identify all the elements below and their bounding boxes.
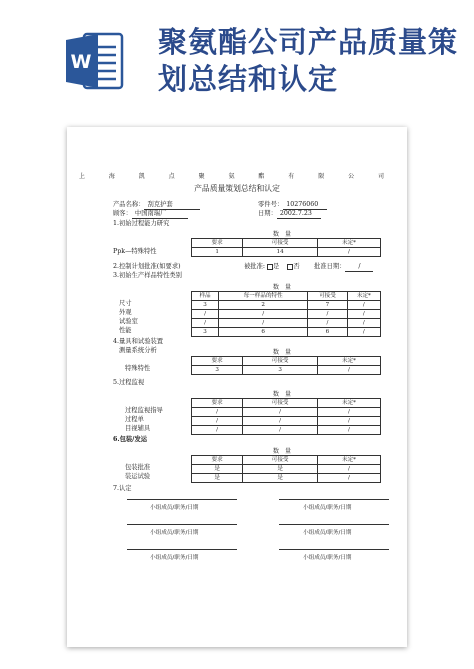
msa-table <box>191 356 381 375</box>
table-cell: 是 <box>192 474 243 483</box>
yes-label: 是 <box>273 263 280 270</box>
table-cell: 是 <box>243 474 318 483</box>
approved-label: 被批准: <box>244 263 266 270</box>
document-page <box>67 127 407 647</box>
table-cell: / <box>219 319 308 328</box>
row-label: 外观 <box>119 309 132 316</box>
table-cell: 1 <box>192 248 243 257</box>
company-name: 上 海 凯 点 聚 氨 酯 有 限 公 司 <box>78 173 396 180</box>
row-label: 装运试验 <box>125 473 151 480</box>
section-6-heading: 6.包装/发运 <box>113 436 148 443</box>
table-cell: 3 <box>192 301 219 310</box>
special-label: 特殊特性 <box>125 365 151 372</box>
table-cell: / <box>317 366 380 375</box>
table-cell: / <box>347 310 380 319</box>
part-no-label: 零件号： <box>258 201 284 208</box>
date-value: 2002.7.23 <box>277 210 321 219</box>
approved-date-field <box>314 263 373 272</box>
customer-field <box>113 210 188 219</box>
table-cell: / <box>243 426 318 435</box>
signature-label: 小组成员/职务/日期 <box>150 555 199 561</box>
quantity-label: 数 量 <box>273 231 292 238</box>
table-cell: / <box>192 310 219 319</box>
table-cell: / <box>347 301 380 310</box>
ppk-table <box>191 238 381 257</box>
section-2-heading: 2.控制计划批准(如要求) <box>113 263 181 270</box>
table-cell: / <box>317 417 380 426</box>
table-cell: 3 <box>192 328 219 337</box>
table-cell: / <box>317 474 380 483</box>
hdr-acceptable: 可接受 <box>243 357 318 366</box>
table-cell: 6 <box>308 328 347 337</box>
table-cell: / <box>192 319 219 328</box>
table-cell: 2 <box>219 301 308 310</box>
signature-label: 小组成员/职务/日期 <box>150 505 199 511</box>
date-field <box>258 210 321 219</box>
row-label: 试验室 <box>119 318 138 325</box>
table-cell: / <box>192 408 243 417</box>
signature-line <box>279 549 389 550</box>
hdr-acceptable: 可接受 <box>243 399 318 408</box>
table-cell: 是 <box>243 465 318 474</box>
row-label: 目视辅具 <box>125 425 151 432</box>
approved-field <box>244 263 300 271</box>
table-cell: / <box>317 426 380 435</box>
table-cell: / <box>243 417 318 426</box>
table-cell: / <box>192 426 243 435</box>
hdr-required: 要求 <box>192 239 243 248</box>
document-title: 产品质量策划总结和认定 <box>194 184 280 193</box>
row-label: 过程监视指导 <box>125 407 163 414</box>
row-label: 过程单 <box>125 416 144 423</box>
signature-label: 小组成员/职务/日期 <box>303 530 352 536</box>
quantity-label: 数 量 <box>273 349 292 356</box>
product-name-field <box>113 201 200 210</box>
banner-title: 聚氨酯公司产品质量策划总结和认定 <box>158 25 459 96</box>
section-3-heading: 3.初始生产样品特性类别 <box>113 272 182 279</box>
table-cell: / <box>347 319 380 328</box>
table-cell: / <box>317 248 380 257</box>
table-cell: / <box>308 310 347 319</box>
section-4-heading: 4.量具和试验装置 <box>113 338 164 345</box>
hdr-pending: 未定* <box>347 292 380 301</box>
table-cell: 7 <box>308 301 347 310</box>
table-cell: / <box>192 417 243 426</box>
ppk-label: Ppk—特殊特性 <box>113 248 157 255</box>
hdr-per-sample: 每一样品的特性 <box>219 292 308 301</box>
hdr-pending: 未定* <box>317 399 380 408</box>
svg-text:W: W <box>70 51 92 73</box>
table-cell: 是 <box>192 465 243 474</box>
signature-label: 小组成员/职务/日期 <box>150 530 199 536</box>
banner <box>0 0 474 118</box>
signature-label: 小组成员/职务/日期 <box>303 555 352 561</box>
section-5-heading: 5.过程监视 <box>113 379 145 386</box>
table-cell: / <box>308 319 347 328</box>
approved-date-value: / <box>345 263 373 272</box>
table-cell: / <box>317 465 380 474</box>
table-cell: 14 <box>243 248 318 257</box>
row-label: 尺寸 <box>119 300 132 307</box>
signature-label: 小组成员/职务/日期 <box>303 505 352 511</box>
date-label: 日期： <box>258 210 277 217</box>
hdr-required: 要求 <box>192 399 243 408</box>
customer-label: 顾客： <box>113 210 132 217</box>
hdr-acceptable: 可接受 <box>243 239 318 248</box>
approved-date-label: 批准日期： <box>314 263 346 270</box>
table-cell: / <box>317 408 380 417</box>
signature-line <box>279 524 389 525</box>
sample-table <box>191 291 381 337</box>
section-1-heading: 1.初始过程能力研究 <box>113 220 170 227</box>
no-label: 否 <box>293 263 300 270</box>
hdr-acceptable: 可接受 <box>308 292 347 301</box>
part-no-field <box>258 201 327 210</box>
table-cell: / <box>347 328 380 337</box>
packaging-table <box>191 455 381 483</box>
hdr-required: 要求 <box>192 456 243 465</box>
row-label: 包装批准 <box>125 464 151 471</box>
quantity-label: 数 量 <box>273 284 292 291</box>
hdr-pending: 未定* <box>317 239 380 248</box>
hdr-pending: 未定* <box>317 357 380 366</box>
table-cell: / <box>219 310 308 319</box>
monitor-table <box>191 398 381 435</box>
table-cell: 6 <box>219 328 308 337</box>
quantity-label: 数 量 <box>273 391 292 398</box>
product-name-label: 产品名称： <box>113 201 145 208</box>
hdr-required: 要求 <box>192 357 243 366</box>
table-cell: 3 <box>192 366 243 375</box>
part-no-value: 10276060 <box>283 201 327 210</box>
section-7-heading: 7.认定 <box>113 485 132 492</box>
signature-line <box>279 499 389 500</box>
hdr-acceptable: 可接受 <box>243 456 318 465</box>
hdr-pending: 未定* <box>317 456 380 465</box>
product-name-value: 刮克护套 <box>144 201 200 210</box>
hdr-sample: 样品 <box>192 292 219 301</box>
signature-line <box>127 499 237 500</box>
signature-line <box>127 524 237 525</box>
signature-line <box>127 549 237 550</box>
table-cell: / <box>243 408 318 417</box>
section-4-sub: 测量系统分析 <box>119 347 157 354</box>
table-cell: 3 <box>243 366 318 375</box>
row-label: 性能 <box>119 327 132 334</box>
quantity-label: 数 量 <box>273 448 292 455</box>
word-logo-icon <box>66 30 124 92</box>
customer-value: 中国南瑞厂 <box>132 210 188 219</box>
